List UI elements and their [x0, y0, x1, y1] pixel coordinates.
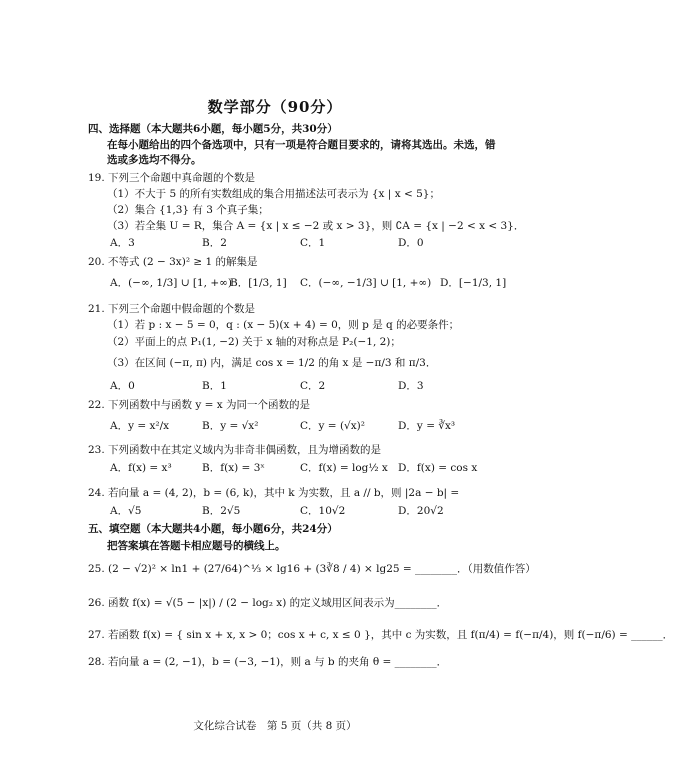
q28: 28. 若向量 a = (2, −1)，b = (−3, −1)，则 a 与 b 的夹角 θ = ________． [88, 656, 448, 668]
section-5-heading: 五、填空题（本大题共4小题，每小题6分，共24分） [88, 523, 338, 535]
q21-option-d: D．3 [398, 380, 424, 392]
q20-option-a: A．(−∞, 1/3] ∪ [1, +∞) [110, 277, 232, 289]
q19-option-b: B．2 [202, 237, 227, 249]
q20-option-c: C．(−∞, −1/3] ∪ [1, +∞) [300, 277, 432, 289]
q21-stem: 21. 下列三个命题中假命题的个数是 [88, 303, 256, 315]
q20-stem: 20. 不等式 (2 − 3x)² ≥ 1 的解集是 [88, 256, 258, 268]
q21-option-a: A．0 [110, 380, 135, 392]
q24-option-c: C．10√2 [300, 505, 346, 517]
q23-option-a: A．f(x) = x³ [110, 462, 172, 474]
q20-option-b: B．[1/3, 1] [230, 277, 287, 289]
q19-option-a: A．3 [110, 237, 135, 249]
q26: 26. 函数 f(x) = √(5 − |x|) / (2 − log₂ x) 的定义域用区间表示为________． [88, 597, 448, 609]
q22-option-a: A．y = x²/x [110, 420, 170, 432]
section-5-note: 把答案填在答题卡相应题号的横线上。 [107, 540, 286, 552]
q19-item-3: （3）若全集 U = R，集合 A = {x | x ≤ −2 或 x > 3}，则 ∁A = {x | −2 < x < 3}． [107, 220, 525, 232]
q27: 27. 若函数 f(x) = { sin x + x, x > 0；cos x + c, x ≤ 0 }，其中 c 为实数，且 f(π/4) = f(−π/4)，则 f(−π/6) = ______． [88, 629, 673, 641]
q24-option-a: A．√5 [110, 505, 142, 517]
q23-option-c: C．f(x) = log½ x [300, 462, 388, 474]
q21-item-1: （1）若 p : x − 5 = 0，q : (x − 5)(x + 4) = 0，则 p 是 q 的必要条件； [107, 319, 460, 331]
q24-option-d: D．20√2 [398, 505, 444, 517]
page-footer: 文化综合试卷 第 5 页（共 8 页） [193, 720, 357, 732]
q21-item-2: （2）平面上的点 P₁(1, −2) 关于 x 轴的对称点是 P₂(−1, 2)； [107, 336, 401, 348]
q23-option-d: D．f(x) = cos x [398, 462, 478, 474]
q22-option-c: C．y = (√x)² [300, 420, 365, 432]
section-4-note-2: 选或多选均不得分。 [107, 154, 202, 166]
q22-stem: 22. 下列函数中与函数 y = x 为同一个函数的是 [88, 399, 311, 411]
q24-stem: 24. 若向量 a = (4, 2)，b = (6, k)，其中 k 为实数，且 a // b，则 |2a − b| = [88, 487, 460, 499]
q23-stem: 23. 下列函数中在其定义域内为非奇非偶函数，且为增函数的是 [88, 444, 382, 456]
q19-item-2: （2）集合 {1,3} 有 3 个真子集； [107, 204, 269, 216]
q19-option-d: D．0 [398, 237, 424, 249]
q25: 25. (2 − √2)² × ln1 + (27/64)^⅓ × lg16 + (3∛8 / 4) × lg25 = ________．（用数值作答） [88, 563, 536, 575]
q19-stem: 19. 下列三个命题中真命题的个数是 [88, 172, 256, 184]
q19-item-1: （1）不大于 5 的所有实数组成的集合用描述法可表示为 {x | x < 5}； [107, 188, 440, 200]
q19-option-c: C．1 [300, 237, 326, 249]
q22-option-b: B．y = √x² [202, 420, 259, 432]
q22-option-d: D．y = ∛x³ [398, 420, 456, 432]
q24-option-b: B．2√5 [202, 505, 241, 517]
q21-option-b: B．1 [202, 380, 227, 392]
section-4-note-1: 在每小题给出的四个备选项中，只有一项是符合题目要求的，请将其选出。未选，错 [107, 139, 496, 151]
q23-option-b: B．f(x) = 3ˣ [202, 462, 265, 474]
page-title: 数学部分（90分） [207, 98, 343, 116]
q21-option-c: C．2 [300, 380, 326, 392]
q20-option-d: D．[−1/3, 1] [440, 277, 507, 289]
q21-item-3: （3）在区间 (−π, π) 内，满足 cos x = 1/2 的角 x 是 −π/3 和 π/3． [107, 357, 437, 369]
section-4-heading: 四、选择题（本大题共6小题，每小题5分，共30分） [88, 123, 338, 135]
